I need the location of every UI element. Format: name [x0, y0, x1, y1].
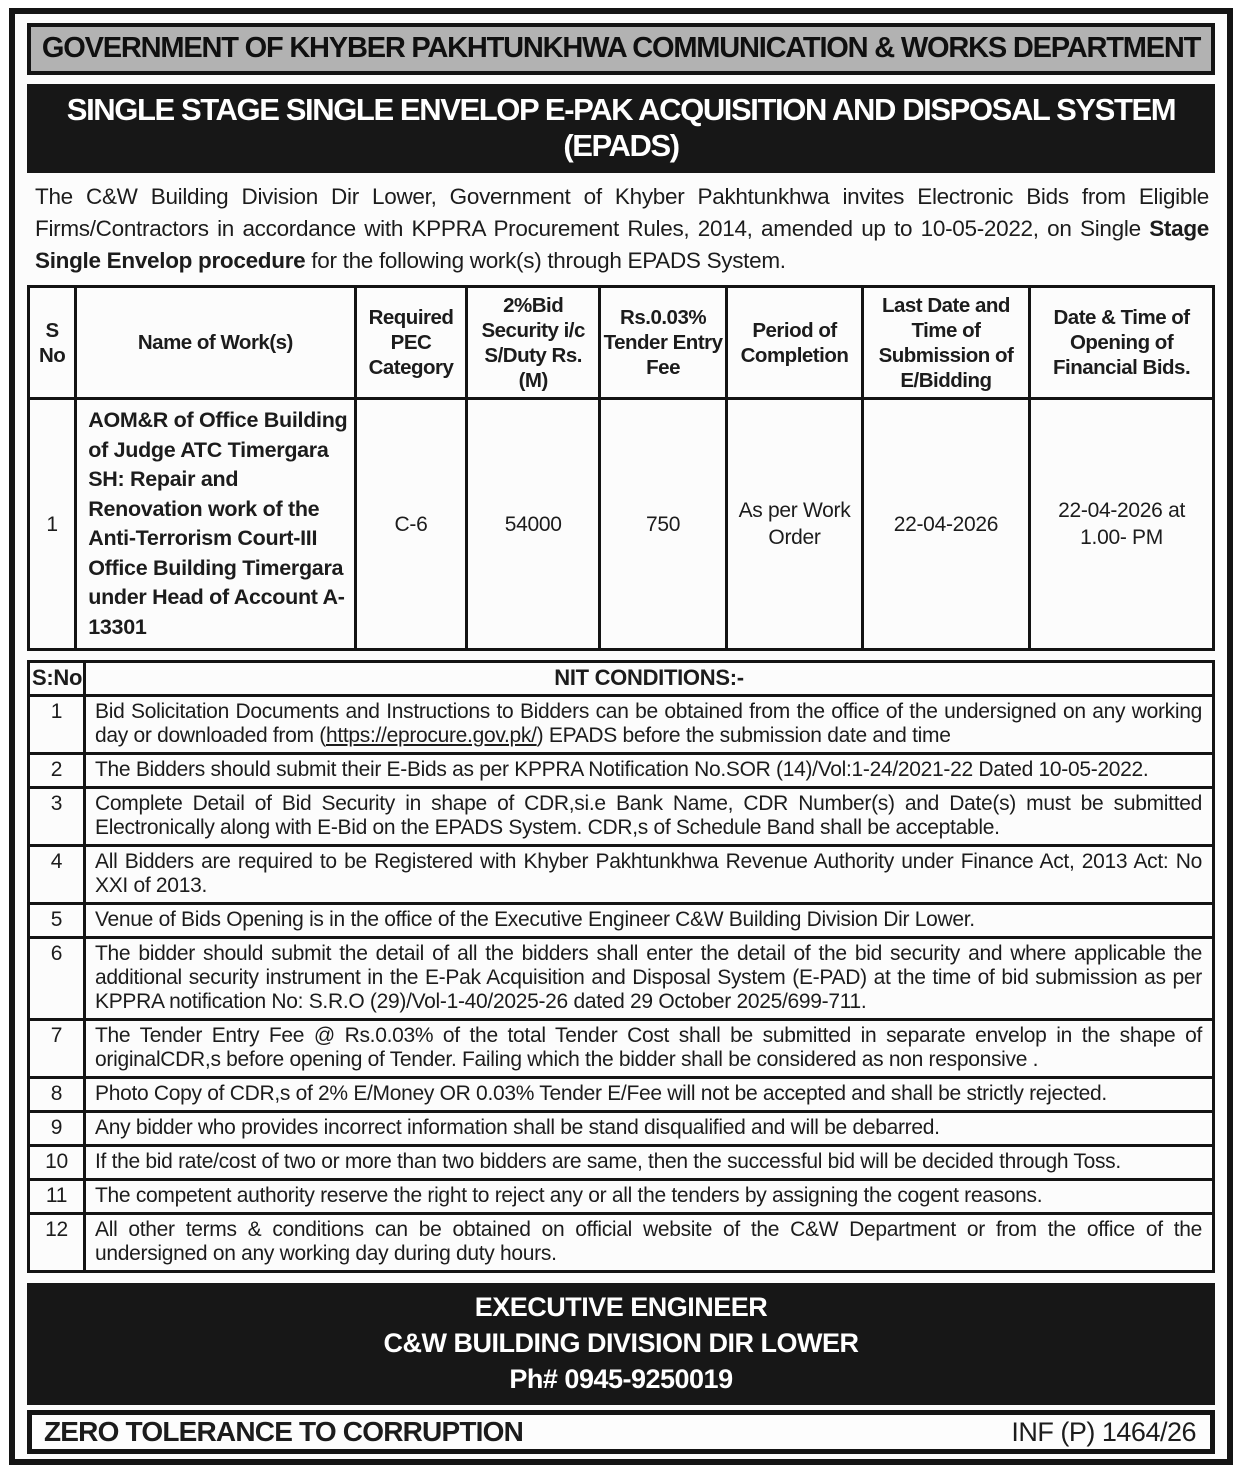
inf-reference-number: INF (P) 1464/26 [1011, 1416, 1196, 1447]
condition-1-post: ) EPADS before the submission date and time [536, 724, 951, 747]
eprocure-link[interactable]: https://eprocure.gov.pk/ [325, 724, 537, 747]
zero-tolerance-slogan: ZERO TOLERANCE TO CORRUPTION [44, 1416, 524, 1447]
works-table-row [29, 399, 1214, 650]
condition-row [29, 1020, 1214, 1078]
condition-text: Venue of Bids Opening is in the office of the Executive Engineer C&W Building Division Dir Lower. [85, 904, 1214, 938]
work-opening: 22-04-2026 at 1.00- PM [1030, 399, 1214, 650]
system-title: SINGLE STAGE SINGLE ENVELOP E-PAK ACQUISITION AND DISPOSAL SYSTEM (EPADS) [66, 92, 1176, 163]
system-title-bar [27, 84, 1215, 173]
col-header-period: Period of Completion [727, 287, 863, 399]
work-fee: 750 [599, 399, 726, 650]
condition-text: All other terms & conditions can be obtained on official website of the C&W Department or from the office of the undersigned on any working day during duty hours. [85, 1214, 1214, 1272]
work-period: As per Work Order [727, 399, 863, 650]
condition-number: 8 [29, 1078, 85, 1112]
condition-number: 11 [29, 1180, 85, 1214]
condition-text: The bidder should submit the detail of all the bidders shall enter the detail of the bid security and where applicable the additional security instrument in the E-Pak Acquisition and Disposal System (E-PAD) at the time of bid submission as per KPPRA notification No: S.R.O (29)/Vol-1-40/2025-26 dated 29 October 2025/699-711. [85, 938, 1214, 1020]
condition-number: 1 [29, 696, 85, 754]
condition-number: 12 [29, 1214, 85, 1272]
condition-text: The competent authority reserve the right to reject any or all the tenders by assigning the cogent reasons. [85, 1180, 1214, 1214]
condition-1-pre: Bid Solicitation Documents and Instructions to Bidders can be obtained from the office of the undersigned on any working day or downloaded from ( [95, 700, 1202, 747]
col-header-last-date: Last Date and Time of Submission of E/Bidding [862, 287, 1029, 399]
condition-number: 3 [29, 788, 85, 846]
nit-conditions-table [27, 660, 1215, 1273]
condition-text: The Tender Entry Fee @ Rs.0.03% of the total Tender Cost shall be submitted in separate envelop in the shape of originalCDR,s before opening of Tender. Failing which the bidder shall be considered as non responsive . [85, 1020, 1214, 1078]
condition-row [29, 938, 1214, 1020]
condition-row [29, 788, 1214, 846]
department-title: GOVERNMENT OF KHYBER PAKHTUNKHWA COMMUNICATION & WORKS DEPARTMENT [41, 32, 1201, 64]
condition-row [29, 1112, 1214, 1146]
condition-number: 2 [29, 754, 85, 788]
col-header-name: Name of Work(s) [76, 287, 355, 399]
condition-text: Any bidder who provides incorrect information shall be stand disqualified and will be debarred. [85, 1112, 1214, 1146]
condition-row [29, 696, 1214, 754]
condition-text: All Bidders are required to be Registered with Khyber Pakhtunkhwa Revenue Authority under Finance Act, 2013 Act: No XXI of 2013. [85, 846, 1214, 904]
work-security: 54000 [467, 399, 599, 650]
work-pec: C-6 [355, 399, 467, 650]
condition-row [29, 754, 1214, 788]
intro-paragraph [27, 173, 1215, 283]
signature-designation: EXECUTIVE ENGINEER [474, 1292, 768, 1322]
condition-text: Complete Detail of Bid Security in shape of CDR,si.e Bank Name, CDR Number(s) and Date(s) must be submitted Electronically along with E-Bid on the EPADS System. CDR,s of Schedule Band shall be acceptable. [85, 788, 1214, 846]
conditions-title: NIT CONDITIONS:- [85, 662, 1214, 696]
intro-text-bold: Stage Single Envelop procedure [35, 216, 1209, 273]
condition-row [29, 904, 1214, 938]
col-header-opening: Date & Time of Opening of Financial Bids. [1030, 287, 1214, 399]
tender-notice-page [9, 8, 1233, 1465]
condition-text: Photo Copy of CDR,s of 2% E/Money OR 0.03% Tender E/Fee will not be accepted and shall be strictly rejected. [85, 1078, 1214, 1112]
condition-number: 6 [29, 938, 85, 1020]
conditions-header-row [29, 662, 1214, 696]
condition-number: 4 [29, 846, 85, 904]
signature-office: C&W BUILDING DIVISION DIR LOWER [383, 1328, 859, 1358]
condition-row [29, 1146, 1214, 1180]
condition-row [29, 846, 1214, 904]
condition-number: 7 [29, 1020, 85, 1078]
condition-text [85, 696, 1214, 754]
condition-text: The Bidders should submit their E-Bids as per KPPRA Notification No.SOR (14)/Vol:1-24/2021-22 Dated 10-05-2022. [85, 754, 1214, 788]
condition-row [29, 1078, 1214, 1112]
department-title-bar [27, 23, 1215, 75]
bottom-bar [27, 1410, 1215, 1454]
condition-number: 9 [29, 1112, 85, 1146]
signature-phone: Ph# 0945-9250019 [509, 1364, 733, 1394]
work-sno: 1 [29, 399, 76, 650]
signature-block [27, 1283, 1215, 1405]
condition-text: If the bid rate/cost of two or more than two bidders are same, then the successful bid will be decided through Toss. [85, 1146, 1214, 1180]
condition-row [29, 1214, 1214, 1272]
works-table [27, 285, 1215, 651]
col-header-sno: S No [29, 287, 76, 399]
col-header-security: 2%Bid Security i/c S/Duty Rs. (M) [467, 287, 599, 399]
work-last-date: 22-04-2026 [862, 399, 1029, 650]
condition-number: 5 [29, 904, 85, 938]
col-header-fee: Rs.0.03% Tender Entry Fee [599, 287, 726, 399]
conditions-sno-header: S:No [29, 662, 85, 696]
work-name: AOM&R of Office Building of Judge ATC Timergara SH: Repair and Renovation work of the Anti-Terrorism Court-III Office Building Timergara under Head of Account A-13301 [76, 399, 355, 650]
works-table-header-row [29, 287, 1214, 399]
intro-text-pre: The C&W Building Division Dir Lower, Government of Khyber Pakhtunkhwa invites Electronic Bids from Eligible Firms/Contractors in accordance with KPPRA Procurement Rules, 2014, amended up to 10-05-2022, on Single [35, 184, 1209, 241]
condition-number: 10 [29, 1146, 85, 1180]
intro-text-post: for the following work(s) through EPADS System. [305, 248, 786, 273]
col-header-pec: Required PEC Category [355, 287, 467, 399]
condition-row [29, 1180, 1214, 1214]
